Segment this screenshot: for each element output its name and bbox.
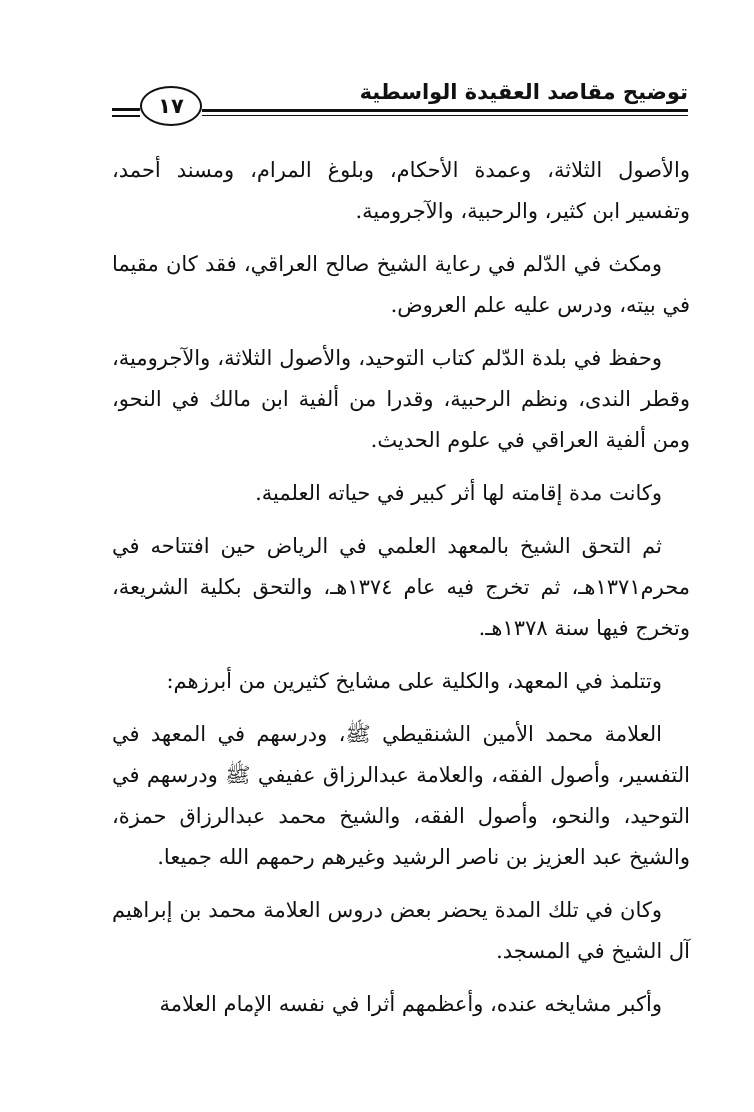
header-rule-left <box>112 108 140 111</box>
body-text <box>112 150 690 1037</box>
paragraph: وحفظ في بلدة الدّلم كتاب التوحيد، والأصول الثلاثة، والآجرومية، وقطر الندى، ونظم الرحبية، وقدرا من ألفية ابن مالك في النحو، ومن ألفية العراقي في علوم الحديث. <box>112 346 690 452</box>
paragraph: وكانت مدة إقامته لها أثر كبير في حياته العلمية. <box>255 481 662 505</box>
paragraph: وأكبر مشايخه عنده، وأعظمهم أثرا في نفسه الإمام العلامة <box>159 992 662 1016</box>
header-rule-thin <box>202 115 688 116</box>
paragraph: ومكث في الدّلم في رعاية الشيخ صالح العراقي، فقد كان مقيما في بيته، ودرس عليه علم العروض. <box>112 252 690 317</box>
running-title: توضيح مقاصد العقيدة الواسطية <box>359 80 688 104</box>
page-number: ١٧ <box>158 93 184 118</box>
paragraph: وكان في تلك المدة يحضر بعض دروس العلامة محمد بن إبراهيم آل الشيخ في المسجد. <box>112 898 690 963</box>
page-number-oval <box>140 86 202 126</box>
header-rule <box>202 109 688 112</box>
page-header <box>110 72 688 132</box>
paragraph-continued: والأصول الثلاثة، وعمدة الأحكام، وبلوغ المرام، ومسند أحمد، وتفسير ابن كثير، والرحبية، والآجرومية. <box>112 158 690 223</box>
paragraph: وتتلمذ في المعهد، والكلية على مشايخ كثيرين من أبرزهم: <box>166 669 662 693</box>
header-rule-left-thin <box>112 115 140 117</box>
paragraph: العلامة محمد الأمين الشنقيطي ﷺ، ودرسهم في المعهد في التفسير، وأصول الفقه، والعلامة عبدالرزاق عفيفي ﷺ ودرسهم في التوحيد، والنحو، وأصول الفقه، والشيخ محمد عبدالرزاق حمزة، والشيخ عبد العزيز بن ناصر الرشيد وغيرهم رحمهم الله جميعا. <box>112 722 690 869</box>
paragraph: ثم التحق الشيخ بالمعهد العلمي في الرياض حين افتتاحه في محرم١٣٧١هـ، ثم تخرج فيه عام ١٣٧٤هـ، والتحق بكلية الشريعة، وتخرج فيها سنة ١٣٧٨هـ. <box>112 534 691 640</box>
